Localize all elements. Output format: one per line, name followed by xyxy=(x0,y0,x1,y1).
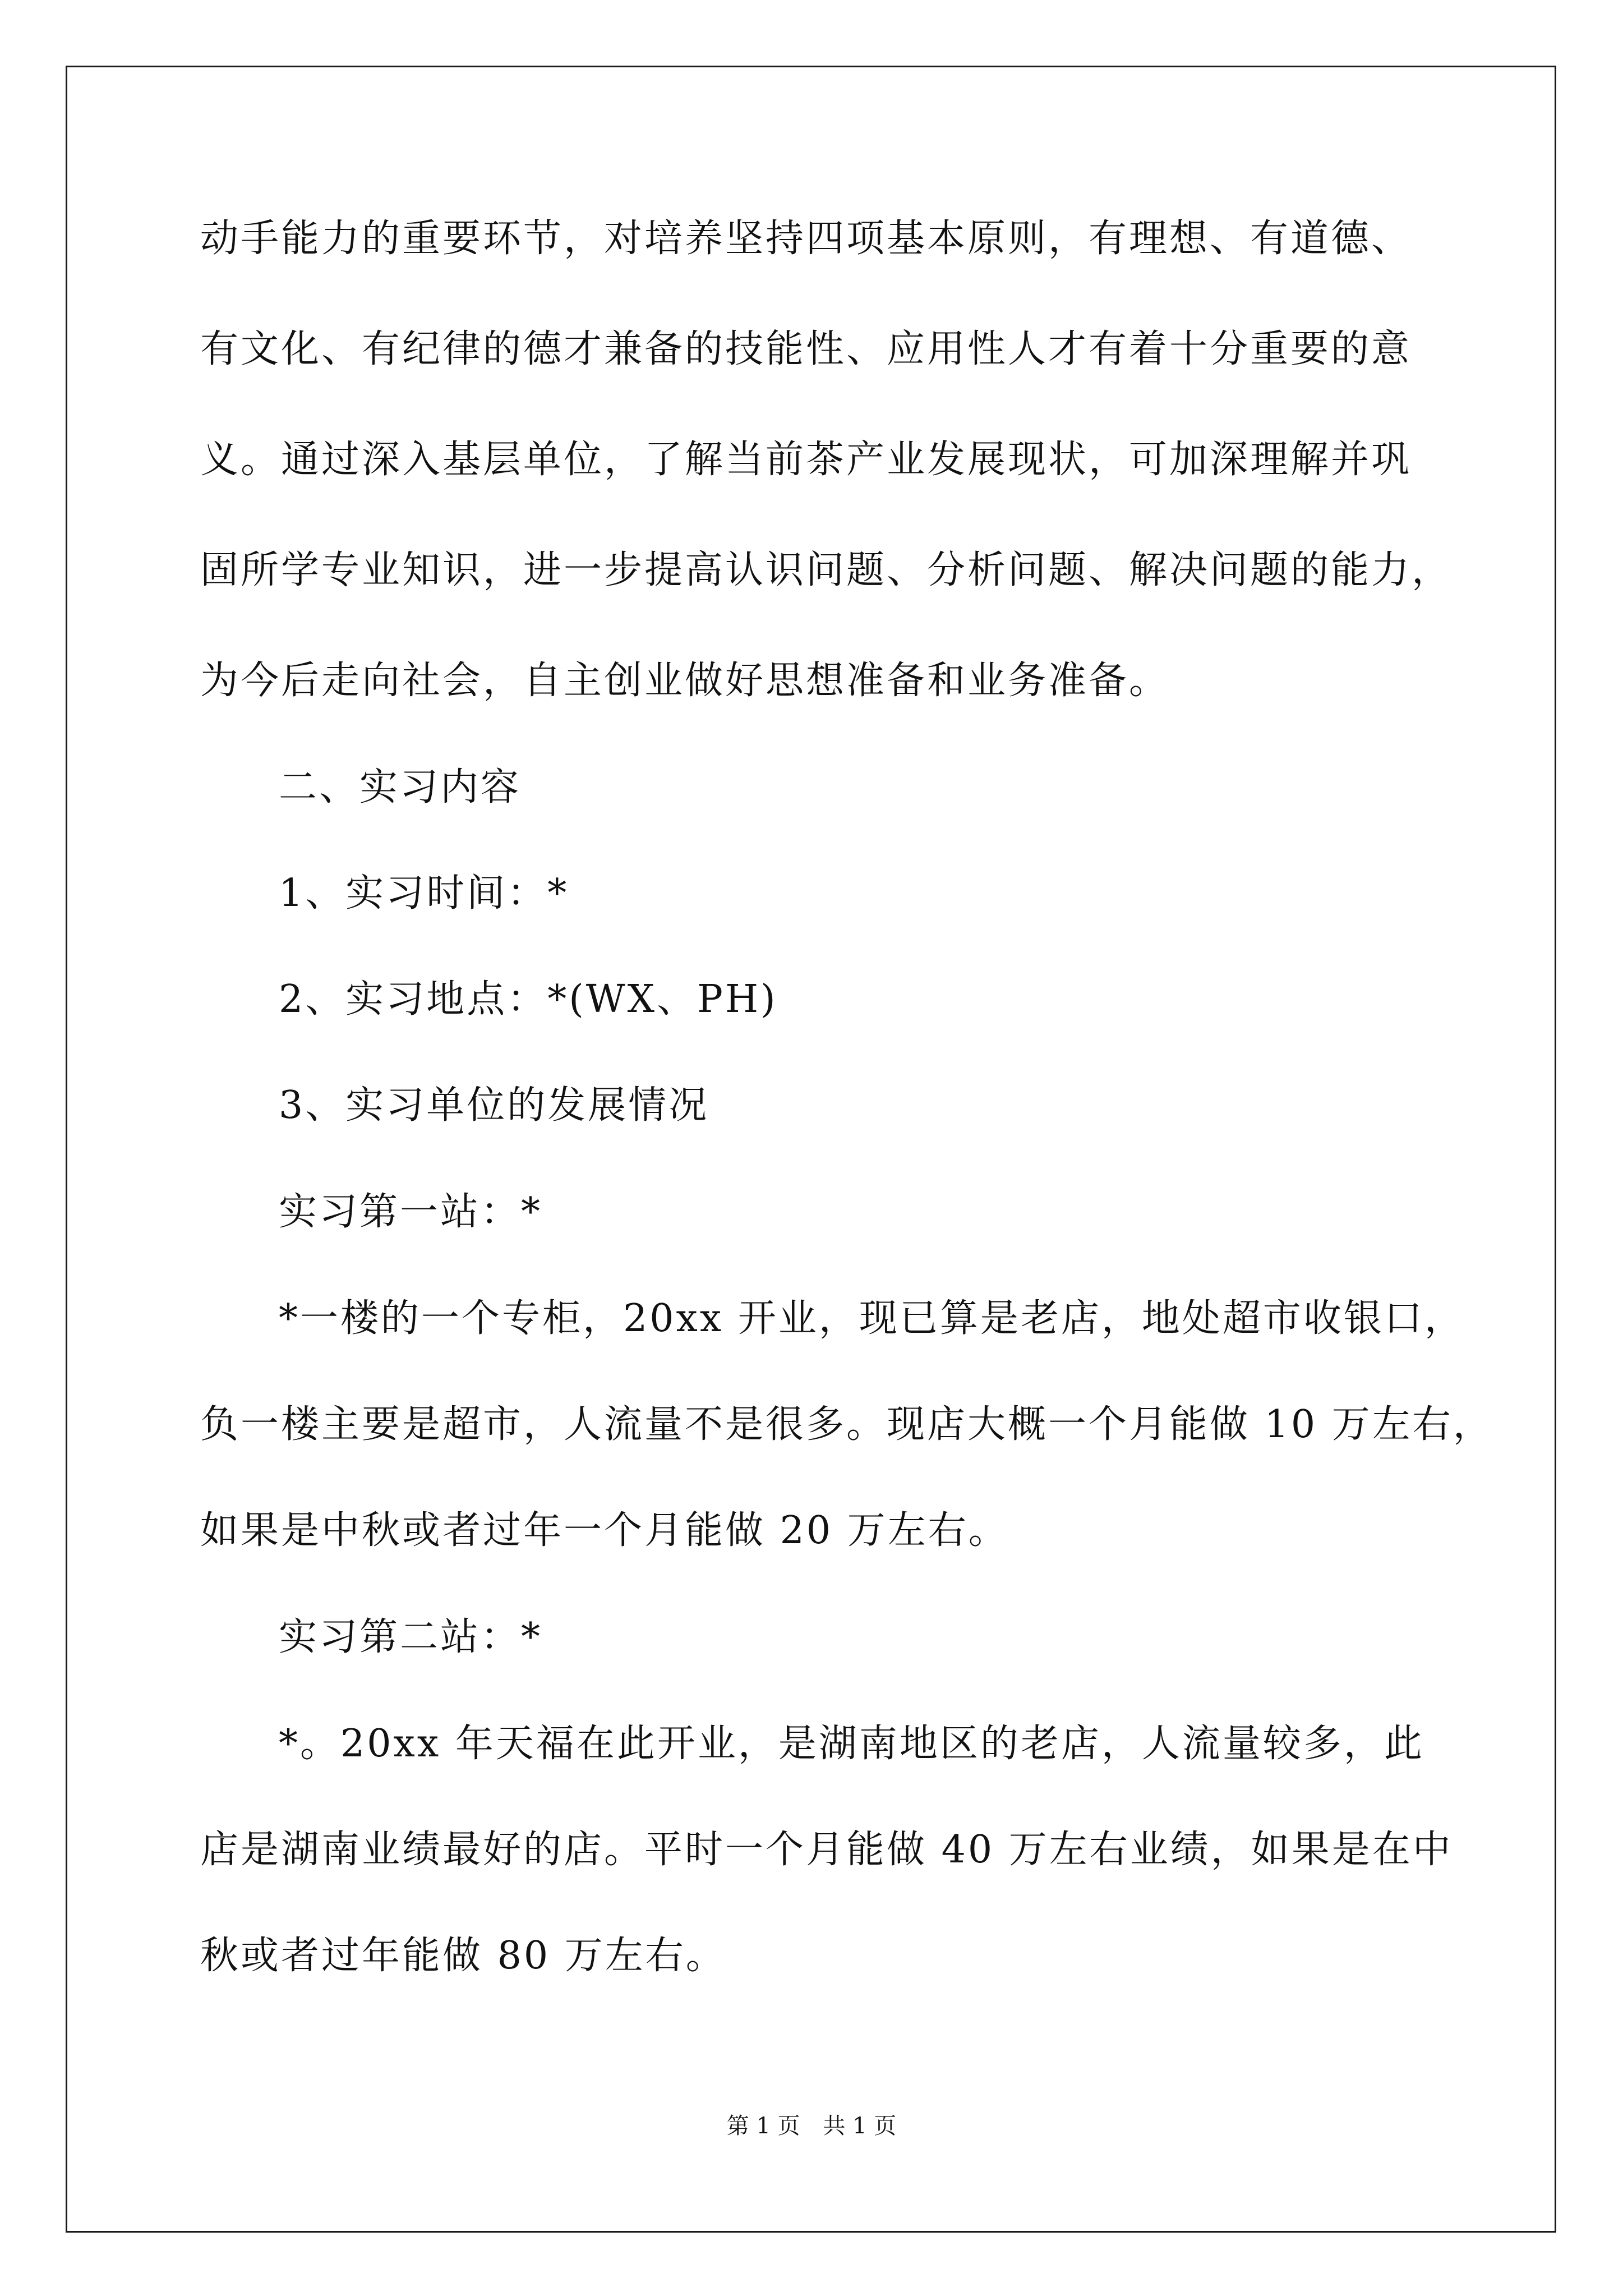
paragraph-line: 负一楼主要是超市，人流量不是很多。现店大概一个月能做 10 万左右， xyxy=(200,1402,1493,1447)
station-heading: 实习第二站：* xyxy=(279,1615,543,1659)
paragraph-line: 义。通过深入基层单位，了解当前茶产业发展现状，可加深理解并巩 xyxy=(200,438,1412,482)
paragraph-line: 秋或者过年能做 80 万左右。 xyxy=(200,1934,726,1978)
paragraph-line: 动手能力的重要环节，对培养坚持四项基本原则，有理想、有道德、 xyxy=(200,217,1412,261)
paragraph-line: 有文化、有纪律的德才兼备的技能性、应用性人才有着十分重要的意 xyxy=(200,327,1412,371)
paragraph-line: 固所学专业知识，进一步提高认识问题、分析问题、解决问题的能力， xyxy=(200,548,1453,592)
station-heading: 实习第一站：* xyxy=(279,1190,543,1234)
list-item: 3、实习单位的发展情况 xyxy=(279,1083,709,1128)
paragraph-line: 如果是中秋或者过年一个月能做 20 万左右。 xyxy=(200,1508,1009,1553)
page-footer xyxy=(0,2108,1623,2140)
page-total: 共 1 页 xyxy=(823,2113,897,2139)
paragraph-line: 为今后走向社会，自主创业做好思想准备和业务准备。 xyxy=(200,659,1170,703)
paragraph-line: *。20xx 年天福在此开业，是湖南地区的老店，人流量较多，此 xyxy=(279,1722,1424,1766)
paragraph-line: *一楼的一个专柜，20xx 开业，现已算是老店，地处超市收银口， xyxy=(279,1296,1465,1341)
list-item: 2、实习地点：*(WX、PH) xyxy=(279,977,778,1022)
section-heading: 二、实习内容 xyxy=(279,765,522,809)
page-number: 第 1 页 xyxy=(726,2113,800,2139)
list-item: 1、实习时间：* xyxy=(279,871,569,915)
paragraph-line: 店是湖南业绩最好的店。平时一个月能做 40 万左右业绩，如果是在中 xyxy=(200,1828,1453,1872)
